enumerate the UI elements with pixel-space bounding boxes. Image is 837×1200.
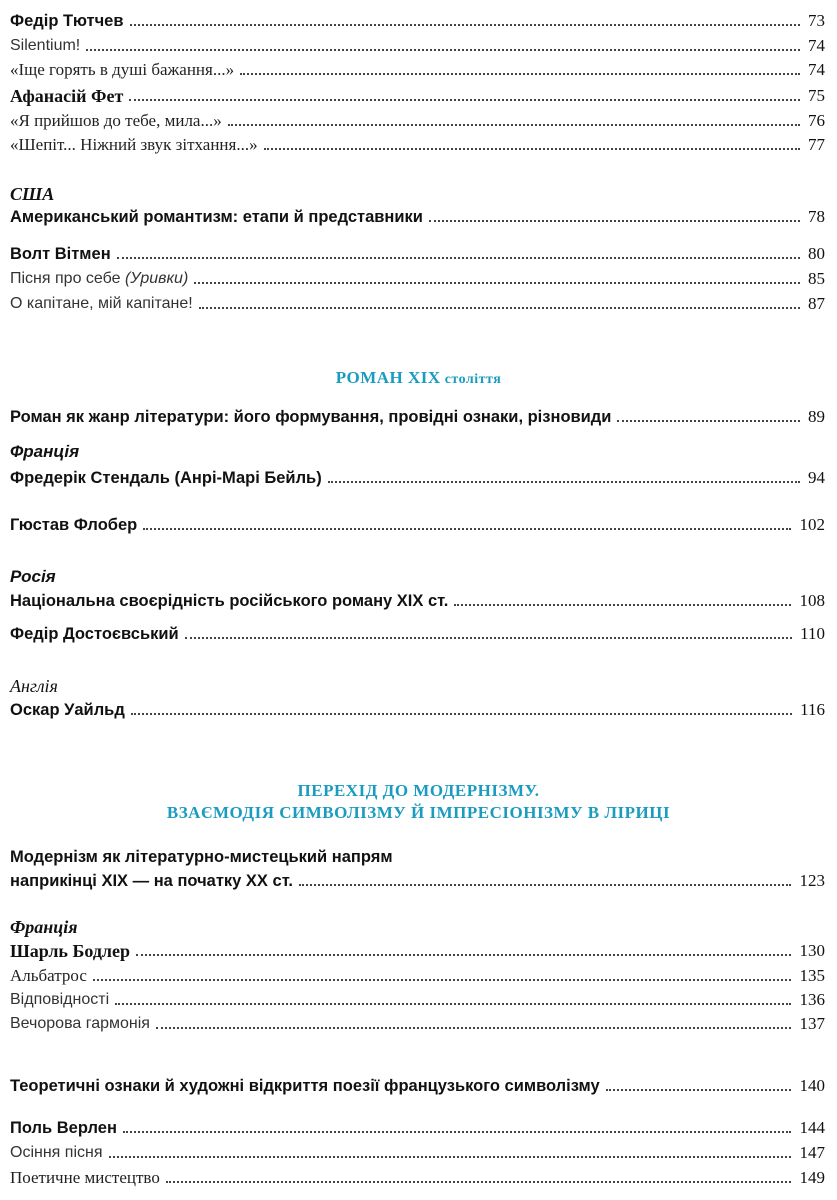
toc-entry-page: 116 (800, 700, 825, 719)
toc-entry (10, 513, 825, 537)
dot-leader (109, 1156, 791, 1158)
toc-entry-page: 123 (799, 871, 825, 890)
toc-entry (10, 698, 825, 722)
toc-entry-title: Федір Тютчев (10, 12, 124, 30)
section-heading-main: РОМАН XIX (335, 368, 441, 387)
toc-entry-title: наприкінці XIX — на початку XX ст. (10, 872, 293, 890)
dot-leader (606, 1089, 791, 1091)
dot-leader (194, 282, 800, 284)
toc-entry-page: 74 (808, 60, 825, 79)
toc-entry-title: Осіння пісня (10, 1144, 103, 1161)
toc-entry (10, 34, 825, 58)
region-heading-france: Франція (10, 442, 80, 461)
toc-entry-title: «Я прийшов до тебе, мила...» (10, 111, 222, 130)
toc-entry-page: 140 (799, 1076, 825, 1095)
toc-entry-page: 135 (799, 966, 825, 985)
toc-entry-title: Поетичне мистецтво (10, 1168, 160, 1187)
toc-entry-page: 94 (808, 468, 825, 487)
toc-entry-title: Шарль Бодлер (10, 941, 131, 961)
toc-entry-title: Фредерік Стендаль (Анрі-Марі Бейль) (10, 469, 322, 487)
dot-leader (136, 954, 791, 956)
toc-entry (10, 292, 825, 316)
toc-entry (10, 84, 825, 108)
toc-entry (10, 1166, 825, 1190)
dot-leader (131, 713, 792, 715)
dot-leader (130, 24, 800, 26)
toc-entry (10, 405, 825, 429)
dot-leader (199, 307, 800, 309)
toc-entry-page: 73 (808, 11, 825, 30)
section-heading-modernism (0, 780, 837, 824)
toc-entry (10, 869, 825, 893)
toc-entry-page: 75 (808, 86, 825, 105)
toc-entry (10, 9, 825, 33)
toc-entry-page: 102 (799, 515, 825, 534)
toc-entry (10, 466, 825, 490)
toc-entry-page: 110 (800, 624, 825, 643)
toc-entry-title: О капітане, мій капітане! (10, 295, 193, 312)
region-heading-russia: Росія (10, 567, 56, 586)
toc-entry-title: «Шепіт... Ніжний звук зітхання...» (10, 135, 258, 154)
toc-entry-page: 74 (808, 36, 825, 55)
toc-entry (10, 988, 825, 1012)
toc-entry (10, 242, 825, 266)
toc-entry (10, 109, 825, 133)
toc-entry-title-note: (Уривки) (124, 270, 189, 287)
dot-leader (264, 148, 800, 150)
toc-entry-title: Альбатрос (10, 966, 87, 985)
toc-entry-page: 89 (808, 407, 825, 426)
dot-leader (117, 257, 800, 259)
toc-entry-page: 137 (799, 1014, 825, 1033)
dot-leader (86, 49, 800, 51)
toc-entry-title: «Іще горять в душі бажання...» (10, 60, 235, 79)
toc-entry (10, 964, 825, 988)
toc-entry-page: 80 (808, 244, 825, 263)
toc-entry (10, 622, 825, 646)
dot-leader (123, 1131, 791, 1133)
toc-entry-title: Роман як жанр літератури: його формування, провідні ознаки, різновиди (10, 408, 612, 426)
dot-leader (93, 979, 791, 981)
toc-entry-page: 144 (799, 1118, 825, 1137)
toc-entry (10, 58, 825, 82)
toc-entry-title: Федір Достоєвський (10, 625, 179, 643)
toc-entry-page: 77 (808, 135, 825, 154)
region-heading-france: Франція (10, 917, 78, 937)
toc-entry-title: Теоретичні ознаки й художні відкриття поезії французького символізму (10, 1077, 600, 1095)
toc-entry-title: Відповідності (10, 991, 110, 1008)
section-heading-novel (0, 368, 837, 388)
dot-leader (156, 1027, 791, 1029)
toc-entry-page: 85 (808, 269, 825, 288)
toc-entry-page: 87 (808, 294, 825, 313)
toc-entry-page: 147 (799, 1143, 825, 1162)
dot-leader (115, 1003, 791, 1005)
toc-entry-title: Американський романтизм: етапи й представники (10, 208, 423, 226)
dot-leader (454, 604, 791, 606)
dot-leader (228, 124, 800, 126)
section-heading-line: ПЕРЕХІД ДО МОДЕРНІЗМУ. (297, 781, 540, 800)
dot-leader (617, 420, 800, 422)
dot-leader (166, 1181, 791, 1183)
dot-leader (240, 73, 800, 75)
dot-leader (185, 637, 792, 639)
toc-entry (10, 133, 825, 157)
toc-entry (10, 1012, 825, 1036)
toc-entry (10, 267, 825, 291)
dot-leader (299, 884, 791, 886)
dot-leader (328, 481, 800, 483)
toc-entry-title: Афанасій Фет (10, 86, 124, 106)
toc-entry-title: Гюстав Флобер (10, 516, 138, 534)
toc-entry-title: Оскар Уайльд (10, 701, 125, 719)
toc-entry-page: 78 (808, 207, 825, 226)
toc-entry (10, 589, 825, 613)
dot-leader (429, 220, 800, 222)
toc-entry (10, 1141, 825, 1165)
toc-entry-page: 149 (799, 1168, 825, 1187)
toc-entry-page: 136 (799, 990, 825, 1009)
section-heading-sub: століття (440, 372, 502, 387)
region-heading-england: Англія (10, 676, 58, 696)
toc-entry (10, 939, 825, 963)
toc-entry (10, 1116, 825, 1140)
toc-entry-first-line: Модернізм як літературно-мистецький напрям (10, 848, 393, 866)
toc-entry-title: Поль Верлен (10, 1119, 117, 1137)
toc-entry-title-main: Пісня про себе (10, 270, 121, 287)
toc-entry-page: 76 (808, 111, 825, 130)
toc-entry-page: 130 (799, 941, 825, 960)
dot-leader (143, 528, 791, 530)
toc-entry-title (10, 267, 188, 291)
toc-entry-title: Вечорова гармонія (10, 1015, 150, 1032)
toc-entry-page: 108 (799, 591, 825, 610)
toc-entry-title: Silentium! (10, 37, 81, 54)
region-heading-usa: США (10, 184, 55, 204)
toc-entry (10, 1074, 825, 1098)
toc-entry (10, 205, 825, 229)
dot-leader (129, 99, 800, 101)
toc-entry-title: Волт Вітмен (10, 245, 111, 263)
toc-entry-title: Національна своєрідність російського роману XIX ст. (10, 592, 449, 610)
section-heading-line: ВЗАЄМОДІЯ СИМВОЛІЗМУ Й ІМПРЕСІОНІЗМУ В ЛІРИЦІ (166, 803, 671, 822)
